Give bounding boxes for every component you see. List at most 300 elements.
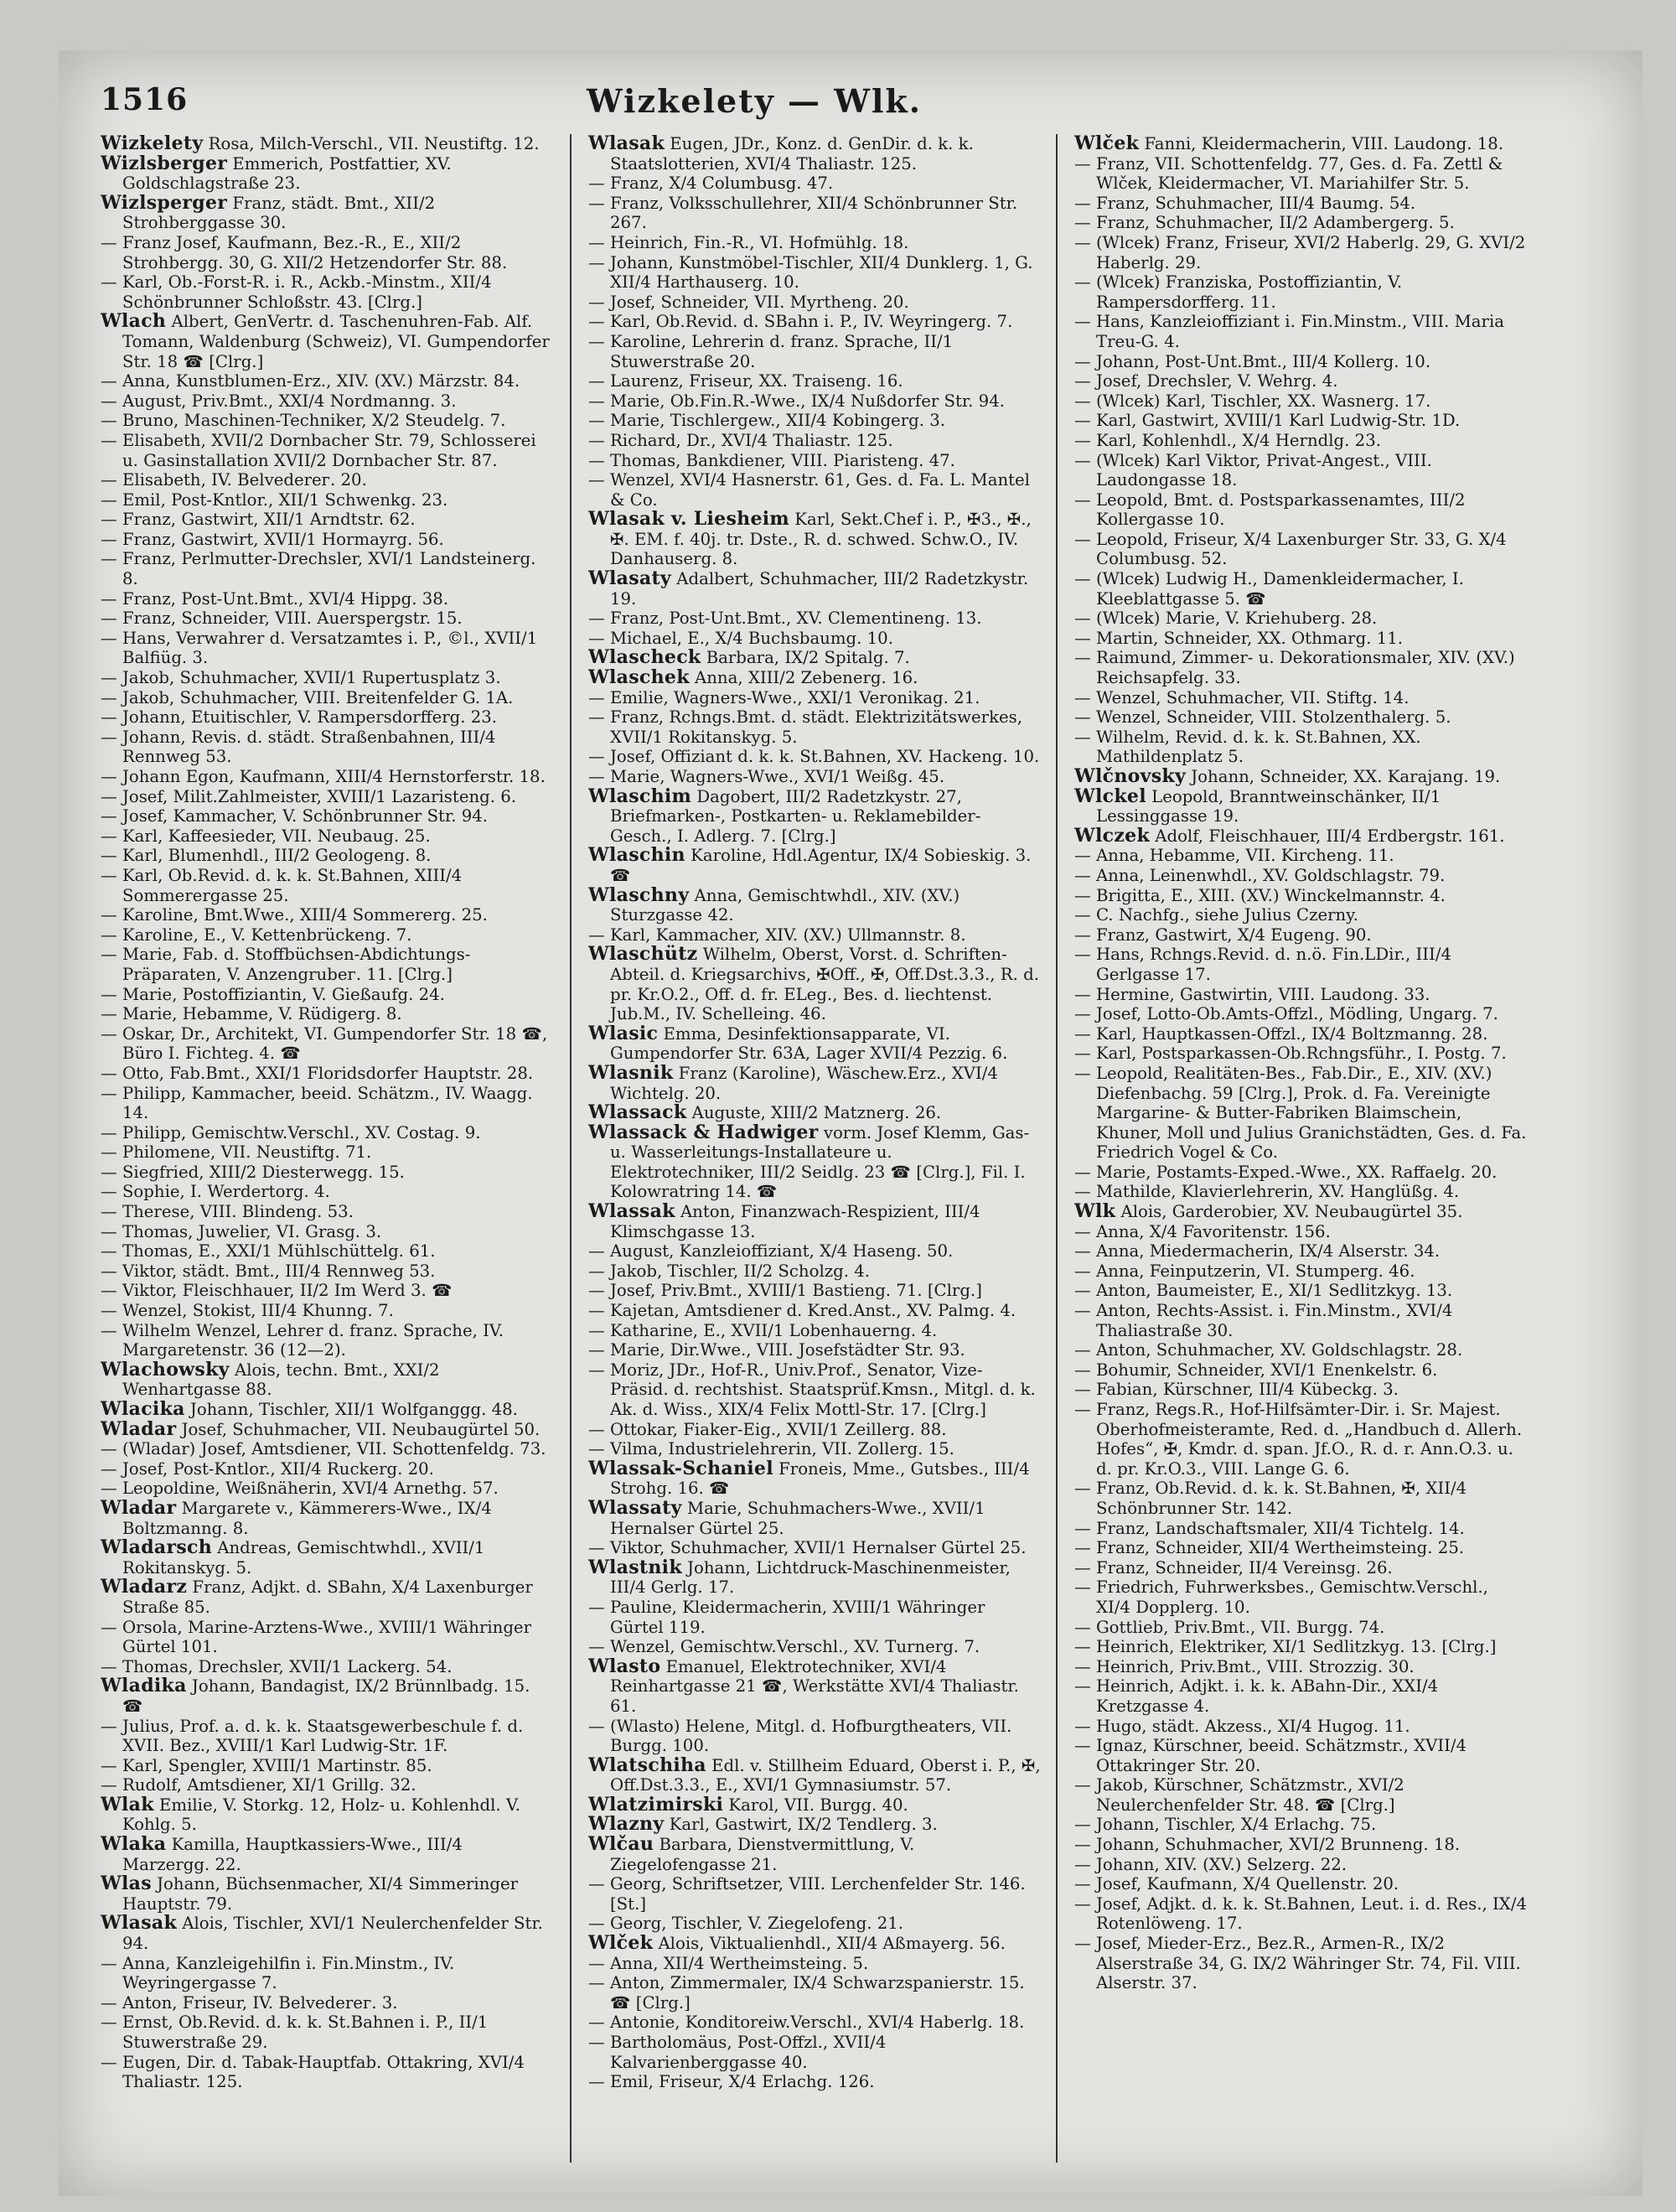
directory-entry <box>588 312 1041 332</box>
entry-text: — Viktor, städt. Bmt., III/4 Rennweg 53. <box>101 1261 436 1281</box>
entry-text: — Karl, Ob.-Forst-R. i. R., Ackb.-Minstm., XII/4 Schönbrunner Schloßstr. 43. [Clrg.] <box>101 272 492 312</box>
entry-text: — Johann, Post-Unt.Bmt., III/4 Kollerg. 10. <box>1074 351 1431 371</box>
directory-entry <box>1074 1618 1527 1638</box>
entry-text: — Marie, Tischlergew., XII/4 Kobingerg. 3. <box>588 411 946 431</box>
directory-entry <box>101 1064 553 1084</box>
entry-text: — Wilhelm, Revid. d. k. k. St.Bahnen, XX. Mathildenplatz 5. <box>1074 727 1421 767</box>
directory-entry <box>1074 1934 1527 1993</box>
entry-surname: Wlaschny <box>588 883 690 906</box>
entry-text: — Orsola, Marine-Arztens-Wwe., XVIII/1 Währinger Gürtel 101. <box>101 1617 531 1657</box>
directory-entry <box>1074 826 1527 847</box>
directory-entry <box>1074 1657 1527 1677</box>
directory-entry <box>101 1496 553 1538</box>
entry-text: — Gottlieb, Priv.Bmt., VII. Burgg. 74. <box>1074 1617 1385 1637</box>
entry-text: Josef, Schuhmacher, VII. Neubaugürtel 50. <box>176 1419 541 1439</box>
entry-text: — Johann, Tischler, X/4 Erlachg. 75. <box>1074 1815 1377 1835</box>
column-2 <box>588 134 1041 2163</box>
entry-text: — Karl, Hauptkassen-Offzl., IX/4 Boltzmanng. 28. <box>1074 1023 1488 1044</box>
entry-text: — Anna, Kanzleigehilfin i. Fin.Minstm., IV. Weyringergasse 7. <box>101 1953 455 1993</box>
entry-text: — Jakob, Kürschner, Schätzmstr., XVI/2 Neulerchenfelder Str. 48. ☎ [Clrg.] <box>1074 1775 1404 1815</box>
directory-entry <box>1074 1855 1527 1875</box>
directory-entry <box>1074 391 1527 412</box>
entry-text: Anna, Gemischtwhdl., XIV. (XV.) Sturzgasse 42. <box>610 885 960 925</box>
directory-entry <box>588 1496 1041 1538</box>
directory-entry <box>588 925 1041 945</box>
directory-entry <box>1074 1340 1527 1360</box>
directory-entry <box>101 1004 553 1024</box>
directory-entry <box>1074 1182 1527 1202</box>
entry-text: — Karl, Postsparkassen-Ob.Rchngsführ., I. Postg. 7. <box>1074 1044 1507 1064</box>
directory-entry <box>101 1084 553 1123</box>
directory-entry <box>588 846 1041 885</box>
directory-entry <box>101 530 553 550</box>
entry-text: Alois, Tischler, XVI/1 Neulerchenfelder Str. 94. <box>122 1914 543 1954</box>
entry-surname: Wlassack & Hadwiger <box>588 1121 819 1143</box>
entry-text: — Georg, Tischler, V. Ziegelofeng. 21. <box>588 1914 904 1934</box>
entry-surname: Wlasak <box>588 134 665 154</box>
directory-entry <box>101 629 553 668</box>
directory-entry <box>588 1637 1041 1657</box>
entry-text: — Elisabeth, XVII/2 Dornbacher Str. 79, Schlosserei u. Gasinstallation XVII/2 Dornbacher Str. 87. <box>101 430 536 470</box>
entry-text: — Jakob, Tischler, II/2 Scholzg. 4. <box>588 1261 871 1281</box>
entry-text: — Johann, Revis. d. städt. Straßenbahnen, III/4 Rennweg 53. <box>101 727 496 767</box>
directory-entry <box>1074 728 1527 767</box>
directory-entry <box>101 1954 553 1993</box>
directory-entry <box>101 826 553 847</box>
directory-entry <box>588 688 1041 708</box>
entry-text: Rosa, Milch-Verschl., VII. Neustiftg. 12. <box>203 134 540 153</box>
entry-text: — Leopoldine, Weißnäherin, XVI/4 Arnethg. 57. <box>101 1479 499 1499</box>
directory-entry <box>101 549 553 588</box>
directory-entry <box>588 194 1041 233</box>
entry-surname: Wlasnik <box>588 1061 674 1084</box>
directory-entry <box>101 1182 553 1202</box>
entry-text: — Leopold, Bmt. d. Postsparkassenamtes, III/2 Kollergasse 10. <box>1074 490 1466 530</box>
entry-text: — Franz, Post-Unt.Bmt., XVI/4 Hippg. 38. <box>101 588 449 609</box>
entry-text: — Bartholomäus, Post-Offzl., XVII/4 Kalvarienberggasse 40. <box>588 2033 887 2072</box>
entry-text: — Emil, Post-Kntlor., XII/1 Schwenkg. 23. <box>101 490 448 510</box>
entry-text: — Josef, Drechsler, V. Wehrg. 4. <box>1074 371 1338 391</box>
directory-entry <box>1074 1519 1527 1539</box>
directory-entry <box>588 2013 1041 2033</box>
entry-text: — (Wladar) Josef, Amtsdiener, VII. Schottenfeldg. 73. <box>101 1439 546 1459</box>
entry-text: Fanni, Kleidermacherin, VIII. Laudong. 18. <box>1139 134 1504 153</box>
entry-text: — Georg, Schriftsetzer, VIII. Lerchenfelder Str. 146. [St.] <box>588 1874 1026 1914</box>
directory-entry <box>1074 886 1527 906</box>
directory-entry <box>588 1103 1041 1123</box>
entry-text: Johann, Tischler, XII/1 Wolfganggg. 48. <box>184 1400 518 1419</box>
entry-surname: Wlatschiha <box>588 1754 706 1776</box>
directory-entry <box>588 233 1041 253</box>
entry-text: — Karl, Kammacher, XIV. (XV.) Ullmannstr. 8. <box>588 925 966 945</box>
entry-text: — Josef, Post-Kntlor., XII/4 Ruckerg. 20. <box>101 1458 434 1479</box>
entry-text: — Emil, Friseur, X/4 Erlachg. 126. <box>588 2072 875 2092</box>
directory-entry <box>588 431 1041 451</box>
entry-text: — Emilie, Wagners-Wwe., XXI/1 Veronikag. 21. <box>588 687 980 707</box>
entry-text: — Karoline, Bmt.Wwe., XIII/4 Sommererg. 25. <box>101 905 488 925</box>
directory-entry <box>101 905 553 925</box>
entry-text: Auguste, XIII/2 Matznerg. 26. <box>686 1103 942 1123</box>
directory-entry <box>1074 1479 1527 1518</box>
directory-entry <box>1074 569 1527 609</box>
entry-surname: Wladarsch <box>101 1536 213 1559</box>
entry-text: — Anton, Zimmermaler, IX/4 Schwarzspanierstr. 15. ☎ [Clrg.] <box>588 1973 1025 2013</box>
directory-entry <box>101 470 553 490</box>
directory-entry <box>101 510 553 530</box>
directory-entry <box>588 174 1041 194</box>
entry-text: Karol, VII. Burgg. 40. <box>723 1795 908 1815</box>
entry-text: — Franz, Schuhmacher, II/2 Adambergerg. 5. <box>1074 213 1455 233</box>
entry-text: — (Wlasto) Helene, Mitgl. d. Hofburgtheaters, VII. Burgg. 100. <box>588 1716 1012 1756</box>
directory-entry <box>101 1479 553 1499</box>
column-rule <box>1056 134 1058 2163</box>
entry-text: — Heinrich, Priv.Bmt., VIII. Strozzig. 30. <box>1074 1656 1415 1676</box>
directory-entry <box>1074 767 1527 787</box>
directory-entry <box>101 154 553 194</box>
directory-entry <box>1074 648 1527 687</box>
directory-entry <box>101 1301 553 1321</box>
entry-text: — Karl, Kohlenhdl., X/4 Herndlg. 23. <box>1074 430 1381 450</box>
directory-entry <box>1074 1676 1527 1716</box>
entry-text: — Franz, Perlmutter-Drechsler, XVI/1 Landsteinerg. 8. <box>101 549 536 589</box>
directory-entry <box>101 1261 553 1282</box>
entry-text: Anton, Finanzwach-Respizient, III/4 Klimschgasse 13. <box>610 1202 980 1241</box>
directory-entry <box>1074 431 1527 451</box>
directory-entry <box>101 1577 553 1617</box>
directory-entry <box>1074 1261 1527 1282</box>
entry-text: — Franz, Gastwirt, XVII/1 Hormayrg. 56. <box>101 529 444 549</box>
directory-entry <box>1074 1538 1527 1558</box>
entry-text: — Otto, Fab.Bmt., XXI/1 Floridsdorfer Hauptstr. 28. <box>101 1063 534 1083</box>
directory-entry <box>588 1241 1041 1261</box>
directory-entry <box>1074 194 1527 214</box>
entry-text: — Karl, Gastwirt, XVIII/1 Karl Ludwig-Str. 1D. <box>1074 411 1461 431</box>
entry-text: — Wenzel, Schuhmacher, VII. Stiftg. 14. <box>1074 687 1410 707</box>
entry-text: Franz (Karoline), Wäschew.Erz., XVI/4 Wichtelg. 20. <box>610 1063 998 1103</box>
directory-entry <box>1074 688 1527 708</box>
entry-text: — Viktor, Schuhmacher, XVII/1 Hernalser Gürtel 25. <box>588 1538 1027 1558</box>
entry-text: — Heinrich, Adjkt. i. k. k. ABahn-Dir., XXI/4 Kretzgasse 4. <box>1074 1676 1439 1716</box>
directory-entry <box>1074 1380 1527 1400</box>
directory-entry <box>101 1024 553 1064</box>
entry-text: — Josef, Kammacher, V. Schönbrunner Str. 94. <box>101 806 489 826</box>
entry-text: — Franz, Post-Unt.Bmt., XV. Clementineng. 13. <box>588 609 982 629</box>
running-head: Wizkelety — Wlk. <box>587 82 922 120</box>
entry-surname: Wladika <box>101 1675 187 1697</box>
directory-entry <box>101 1123 553 1143</box>
directory-entry <box>588 707 1041 747</box>
entry-surname: Wizkelety <box>101 134 204 154</box>
directory-entry <box>101 1538 553 1577</box>
entry-text: — Julius, Prof. a. d. k. k. Staatsgewerbeschule f. d. XVII. Bez., XVIII/1 Karl Ludwig-Str. 1F. <box>101 1716 524 1756</box>
entry-text: — Josef, Lotto-Ob.Amts-Offzl., Mödling, Ungarg. 7. <box>1074 1004 1498 1024</box>
entry-text: — Josef, Adjkt. d. k. k. St.Bahnen, Leut. i. d. Res., IX/4 Rotenlöweng. 17. <box>1074 1893 1527 1934</box>
entry-surname: Wlasak <box>101 1912 178 1935</box>
entry-text: — Antonie, Konditoreiw.Verschl., XVI/4 Haberlg. 18. <box>588 2013 1025 2033</box>
directory-entry <box>1074 1241 1527 1261</box>
directory-entry <box>1074 629 1527 649</box>
entry-surname: Wlčnovsky <box>1074 765 1187 787</box>
entry-text: — Pauline, Kleidermacherin, XVIII/1 Währinger Gürtel 119. <box>588 1597 985 1637</box>
directory-entry <box>101 866 553 905</box>
directory-entry <box>1074 707 1527 728</box>
directory-entry <box>588 668 1041 688</box>
entry-text: — August, Priv.Bmt., XXI/4 Nordmanng. 3. <box>101 391 457 411</box>
directory-entry <box>1074 1044 1527 1064</box>
directory-entry <box>588 1340 1041 1360</box>
directory-entry <box>101 1756 553 1776</box>
directory-entry <box>588 767 1041 787</box>
directory-entry <box>588 1281 1041 1301</box>
entry-surname: Wlassaty <box>588 1496 682 1519</box>
directory-entry <box>588 648 1041 668</box>
entry-surname: Wlastnik <box>588 1556 682 1578</box>
entry-text: — Anton, Baumeister, E., XI/1 Sedlitzkyg. 13. <box>1074 1281 1453 1301</box>
entry-text: — Moriz, JDr., Hof-R., Univ.Prof., Senator, Vize-Präsid. d. rechtshist. Staatsprüf.Kmsn., Mitgl. d. k. Ak. d. Wiss., XIX/4 Felix Mottl-Str. 17. [Clrg.] <box>588 1360 1036 1419</box>
directory-entry <box>1074 866 1527 886</box>
directory-entry <box>588 945 1041 1023</box>
directory-entry <box>101 1202 553 1222</box>
directory-entry <box>1074 490 1527 530</box>
directory-entry <box>1074 233 1527 272</box>
entry-text: — Marie, Postamts-Exped.-Wwe., XX. Raffaelg. 20. <box>1074 1162 1498 1182</box>
directory-entry <box>101 1417 553 1440</box>
directory-entry <box>1074 371 1527 391</box>
entry-text: — Franz Josef, Kaufmann, Bez.-R., E., XII/2 Strohbergg. 30, G. XII/2 Hetzendorfer Str. 88. <box>101 232 508 272</box>
directory-entry <box>101 1775 553 1795</box>
entry-surname: Wlatzimirski <box>588 1793 724 1816</box>
entry-text: Margarete v., Kämmerers-Wwe., IX/4 Boltzmanng. 8. <box>122 1498 492 1538</box>
directory-entry <box>1074 1558 1527 1578</box>
directory-entry <box>101 391 553 412</box>
directory-entry <box>588 1954 1041 1974</box>
entry-text: — Karl, Blumenhdl., III/2 Geologeng. 8. <box>101 846 432 866</box>
entry-text: Dagobert, III/2 Radetzkystr. 27, Briefmarken-, Postkarten- u. Reklamebilder-Gesch., I. Adlerg. 7. [Clrg.] <box>610 786 981 846</box>
entry-text: — Josef, Milit.Zahlmeister, XVIII/1 Lazaristeng. 6. <box>101 786 517 806</box>
entry-surname: Wlassak-Schaniel <box>588 1457 773 1479</box>
entry-text: Franz, städt. Bmt., XII/2 Strohberggasse 30. <box>122 193 436 233</box>
entry-text: Franz, Adjkt. d. SBahn, X/4 Laxenburger Straße 85. <box>122 1577 533 1617</box>
directory-entry <box>1074 312 1527 351</box>
entry-surname: Wlckel <box>1074 785 1146 807</box>
directory-entry <box>101 1321 553 1360</box>
entry-text: — Martin, Schneider, XX. Othmarg. 11. <box>1074 628 1404 648</box>
entry-text: — Franz, Schneider, XII/4 Wertheimsteing. 25. <box>1074 1538 1465 1558</box>
directory-entry <box>588 371 1041 391</box>
directory-entry <box>588 1261 1041 1282</box>
directory-entry <box>101 134 553 154</box>
directory-entry <box>588 1024 1041 1064</box>
entry-text: — Marie, Wagners-Wwe., XVI/1 Weißg. 45. <box>588 767 945 786</box>
directory-entry <box>588 629 1041 649</box>
directory-entry <box>588 1202 1041 1241</box>
directory-entry <box>101 272 553 312</box>
entry-surname: Wlaka <box>101 1833 167 1856</box>
entry-text: — Franz, Ob.Revid. d. k. k. St.Bahnen, ✠, XII/4 Schönbrunner Str. 142. <box>1074 1479 1467 1518</box>
entry-text: — Franz, Volksschullehrer, XII/4 Schönbrunner Str. 267. <box>588 193 1018 233</box>
entry-text: Emilie, V. Storkg. 12, Holz- u. Kohlenhdl. V. Kohlg. 5. <box>122 1795 520 1835</box>
entry-text: Johann, Bandagist, IX/2 Brünnlbadg. 15. ☎ <box>122 1676 530 1716</box>
entry-surname: Wladar <box>101 1417 177 1440</box>
directory-entry <box>101 411 553 431</box>
entry-text: — Oskar, Dr., Architekt, VI. Gumpendorfer Str. 18 ☎, Büro I. Fichteg. 4. ☎ <box>101 1023 548 1064</box>
entry-surname: Wlček <box>1074 134 1140 154</box>
entry-text: — (Wlcek) Franziska, Postoffiziantin, V. Rampersdorfferg. 11. <box>1074 272 1403 312</box>
directory-entry <box>101 846 553 866</box>
entry-text: — (Wlcek) Marie, V. Kriehuberg. 28. <box>1074 609 1378 629</box>
directory-entry <box>1074 1736 1527 1775</box>
directory-entry <box>101 2013 553 2052</box>
entry-text: — (Wlcek) Franz, Friseur, XVI/2 Haberlg. 29, G. XVI/2 Haberlg. 29. <box>1074 232 1526 272</box>
entry-text: — Franz, X/4 Columbusg. 47. <box>588 174 834 194</box>
directory-entry <box>1074 1202 1527 1222</box>
directory-entry <box>101 668 553 688</box>
entry-text: — Hugo, städt. Akzess., XI/4 Hugog. 11. <box>1074 1716 1410 1736</box>
entry-text: — Marie, Dir.Wwe., VIII. Josefstädter Str. 93. <box>588 1340 965 1360</box>
entry-text: Edl. v. Stillheim Eduard, Oberst i. P., ✠, Off.Dst.3.3., E., XVI/1 Gymnasiumstr. 57. <box>610 1755 1041 1795</box>
directory-entry <box>101 371 553 391</box>
directory-entry <box>101 1222 553 1242</box>
entry-text: — Johann, XIV. (XV.) Selzerg. 22. <box>1074 1854 1348 1874</box>
entry-text: Marie, Schuhmachers-Wwe., XVII/1 Hernalser Gürtel 25. <box>610 1498 985 1538</box>
entry-text: — Franz, VII. Schottenfeldg. 77, Ges. d. Fa. Zettl & Wlček, Kleidermacher, VI. Mariahilfer Str. 5. <box>1074 153 1503 194</box>
entry-text: — Leopold, Realitäten-Bes., Fab.Dir., E., XIV. (XV.) Diefenbachg. 59 [Clrg.], Prok. d. Fa. Vereinigte Margarine- & Butter-Fabriken Blaimschein, Khuner, Moll und Julius Granichstädten, Ges. d. Fa. Friedrich Vogel & Co. <box>1074 1063 1527 1163</box>
directory-entry <box>1074 1301 1527 1340</box>
directory-entry <box>1074 1024 1527 1044</box>
entry-text: — Franz, Schuhmacher, III/4 Baumg. 54. <box>1074 193 1416 213</box>
entry-text: Alois, Garderobier, XV. Neubaugürtel 35. <box>1115 1202 1463 1222</box>
entry-surname: Wlassak <box>588 1200 675 1223</box>
directory-entry <box>101 1618 553 1657</box>
entry-text: Barbara, IX/2 Spitalg. 7. <box>701 648 910 668</box>
entry-text: — (Wlcek) Ludwig H., Damenkleidermacher, I. Kleeblattgasse 5. ☎ <box>1074 569 1464 609</box>
directory-entry <box>588 1558 1041 1598</box>
entry-text: — Marie, Ob.Fin.R.-Wwe., IX/4 Nußdorfer Str. 94. <box>588 391 1005 411</box>
entry-surname: Wlachowsky <box>101 1358 230 1381</box>
entry-text: — Viktor, Fleischhauer, II/2 Im Werd 3. ☎ <box>101 1281 453 1301</box>
directory-entry <box>588 1795 1041 1816</box>
entry-text: Alois, Viktualienhdl., XII/4 Aßmayerg. 56. <box>653 1934 1006 1954</box>
entry-text: — Raimund, Zimmer- u. Dekorationsmaler, XIV. (XV.) Reichsapfelg. 33. <box>1074 648 1515 688</box>
entry-text: — Karl, Ob.Revid. d. SBahn i. P., IV. Weyringerg. 7. <box>588 312 1013 332</box>
directory-entry <box>101 945 553 984</box>
entry-text: — Karl, Kaffeesieder, VII. Neubaug. 25. <box>101 826 431 846</box>
entry-text: Karoline, Hdl.Agentur, IX/4 Sobieskig. 3. ☎ <box>610 846 1032 885</box>
entry-surname: Wlassack <box>588 1101 687 1124</box>
entry-text: — Franz, Regs.R., Hof-Hilfsämter-Dir. i. Sr. Majest. Oberhofmeisteramte, Red. d. „Handbuch d. Allerh. Hofes“, ✠, Kmdr. d. span. Jf.O., R. d. r. Ann.O.3. u. d. pr. Kr.O.3., VIII. Lange G. 6. <box>1074 1400 1523 1479</box>
entry-surname: Wlach <box>101 310 167 333</box>
entry-text: — Ernst, Ob.Revid. d. k. k. St.Bahnen i. P., II/1 Stuwerstraße 29. <box>101 2013 489 2052</box>
entry-text: — Karoline, E., V. Kettenbrückeng. 7. <box>101 925 412 945</box>
directory-entry <box>101 1241 553 1261</box>
directory-entry <box>101 806 553 826</box>
entry-text: — Franz, Schneider, II/4 Vereinsg. 26. <box>1074 1557 1393 1577</box>
directory-entry <box>1074 1222 1527 1242</box>
entry-text: — Franz, Gastwirt, X/4 Eugeng. 90. <box>1074 925 1372 945</box>
entry-text: — Hans, Rchngs.Revid. d. n.ö. Fin.LDir., III/4 Gerlgasse 17. <box>1074 945 1451 984</box>
directory-entry <box>101 925 553 945</box>
entry-text: — Sophie, I. Werdertorg. 4. <box>101 1182 330 1202</box>
directory-entry <box>588 134 1041 174</box>
entry-surname: Wlaschim <box>588 785 692 807</box>
entry-surname: Wizlsperger <box>101 191 228 214</box>
entry-text: — Katharine, E., XVII/1 Lobenhauerng. 4. <box>588 1320 938 1340</box>
entry-surname: Wlasic <box>588 1022 659 1044</box>
directory-entry <box>588 883 1041 925</box>
directory-entry <box>588 1420 1041 1440</box>
directory-entry <box>1074 1400 1527 1479</box>
directory-entry <box>588 253 1041 293</box>
entry-text: Johann, Schneider, XX. Karajang. 19. <box>1186 767 1501 786</box>
entry-surname: Wlczek <box>1074 824 1150 847</box>
directory-entry <box>101 490 553 510</box>
column-1 <box>101 134 553 2163</box>
directory-entry <box>588 1717 1041 1756</box>
directory-entry <box>588 1061 1041 1103</box>
directory-entry <box>1074 1775 1527 1815</box>
directory-entry <box>1074 451 1527 490</box>
page-number: 1516 <box>101 82 189 117</box>
entry-text: Johann, Büchsenmacher, XI/4 Simmeringer Hauptstr. 79. <box>122 1874 519 1914</box>
entry-text: — Josef, Mieder-Erz., Bez.R., Armen-R., IX/2 Alserstraße 34, G. IX/2 Währinger Str. 74, Fil. VIII. Alserstr. 37. <box>1074 1934 1521 1993</box>
entry-text: — Hans, Verwahrer d. Versatzamtes i. P., ©l., XVII/1 Balfiüg. 3. <box>101 628 538 668</box>
directory-entry <box>101 1360 553 1400</box>
directory-entry <box>1074 609 1527 629</box>
directory-entry <box>101 985 553 1005</box>
entry-text: — Mathilde, Klavierlehrerin, XV. Hanglüßg. 4. <box>1074 1182 1460 1202</box>
entry-text: — Jakob, Schuhmacher, XVII/1 Rupertusplatz 3. <box>101 668 501 688</box>
directory-entry <box>1074 1637 1527 1657</box>
directory-entry <box>588 332 1041 371</box>
entry-text: — August, Kanzleioffiziant, X/4 Haseng. 50. <box>588 1241 954 1261</box>
entry-text: — Thomas, Bankdiener, VIII. Piaristeng. 47. <box>588 450 955 470</box>
entry-text: — Jakob, Schuhmacher, VIII. Breitenfelder G. 1A. <box>101 687 514 707</box>
directory-entry <box>588 569 1041 609</box>
entry-text: — Josef, Offiziant d. k. k. St.Bahnen, XV. Hackeng. 10. <box>588 747 1040 767</box>
entry-text: Leopold, Branntweinschänker, II/1 Lessinggasse 19. <box>1096 786 1441 826</box>
entry-text: — Anna, Feinputzerin, VI. Stumperg. 46. <box>1074 1261 1415 1281</box>
entry-text: — Kajetan, Amtsdiener d. Kred.Anst., XV. Palmg. 4. <box>588 1301 1016 1321</box>
entry-text: — Anton, Friseur, IV. Belvederег. 3. <box>101 1992 398 2013</box>
directory-entry <box>588 1815 1041 1835</box>
entry-text: — Anna, Miedermacherin, IX/4 Alserstr. 34. <box>1074 1241 1441 1261</box>
entry-text: Karl, Gastwirt, IX/2 Tendlerg. 3. <box>664 1815 938 1835</box>
directory-entry <box>1074 1163 1527 1183</box>
entry-text: Andreas, Gemischtwhdl., XVII/1 Rokitanskyg. 5. <box>122 1538 485 1577</box>
entry-text: — Anna, Hebamme, VII. Kircheng. 11. <box>1074 846 1394 866</box>
entry-text: — Heinrich, Elektriker, XI/1 Sedlitzkyg. 13. [Clrg.] <box>1074 1637 1497 1657</box>
entry-surname: Wlaschek <box>588 666 690 689</box>
entry-text: — Heinrich, Fin.-R., VI. Hofmühlg. 18. <box>588 232 909 252</box>
directory-entry <box>588 1321 1041 1341</box>
directory-entry <box>588 1657 1041 1717</box>
directory-entry <box>588 1835 1041 1874</box>
directory-entry <box>1074 1360 1527 1381</box>
directory-entry <box>588 1973 1041 2013</box>
directory-entry <box>588 470 1041 510</box>
directory-entry <box>101 1993 553 2013</box>
entry-text: Adolf, Fleischhauer, III/4 Erdbergstr. 161. <box>1150 826 1505 846</box>
entry-text: Barbara, Dienstvermittlung, V. Ziegelofengasse 21. <box>610 1835 915 1874</box>
directory-entry <box>1074 154 1527 194</box>
entry-text: Alois, techn. Bmt., XXI/2 Wenhartgasse 88. <box>122 1360 440 1400</box>
directory-entry <box>1074 1064 1527 1163</box>
directory-entry <box>1074 411 1527 431</box>
directory-entry <box>1074 985 1527 1005</box>
entry-text: — Wilhelm Wenzel, Lehrer d. franz. Sprache, IV. Margaretenstr. 36 (12—2). <box>101 1320 504 1360</box>
entry-text: — Karoline, Lehrerin d. franz. Sprache, II/1 Stuwerstraße 20. <box>588 331 954 371</box>
entry-text: — Fabian, Kürschner, III/4 Kübeckg. 3. <box>1074 1380 1399 1400</box>
